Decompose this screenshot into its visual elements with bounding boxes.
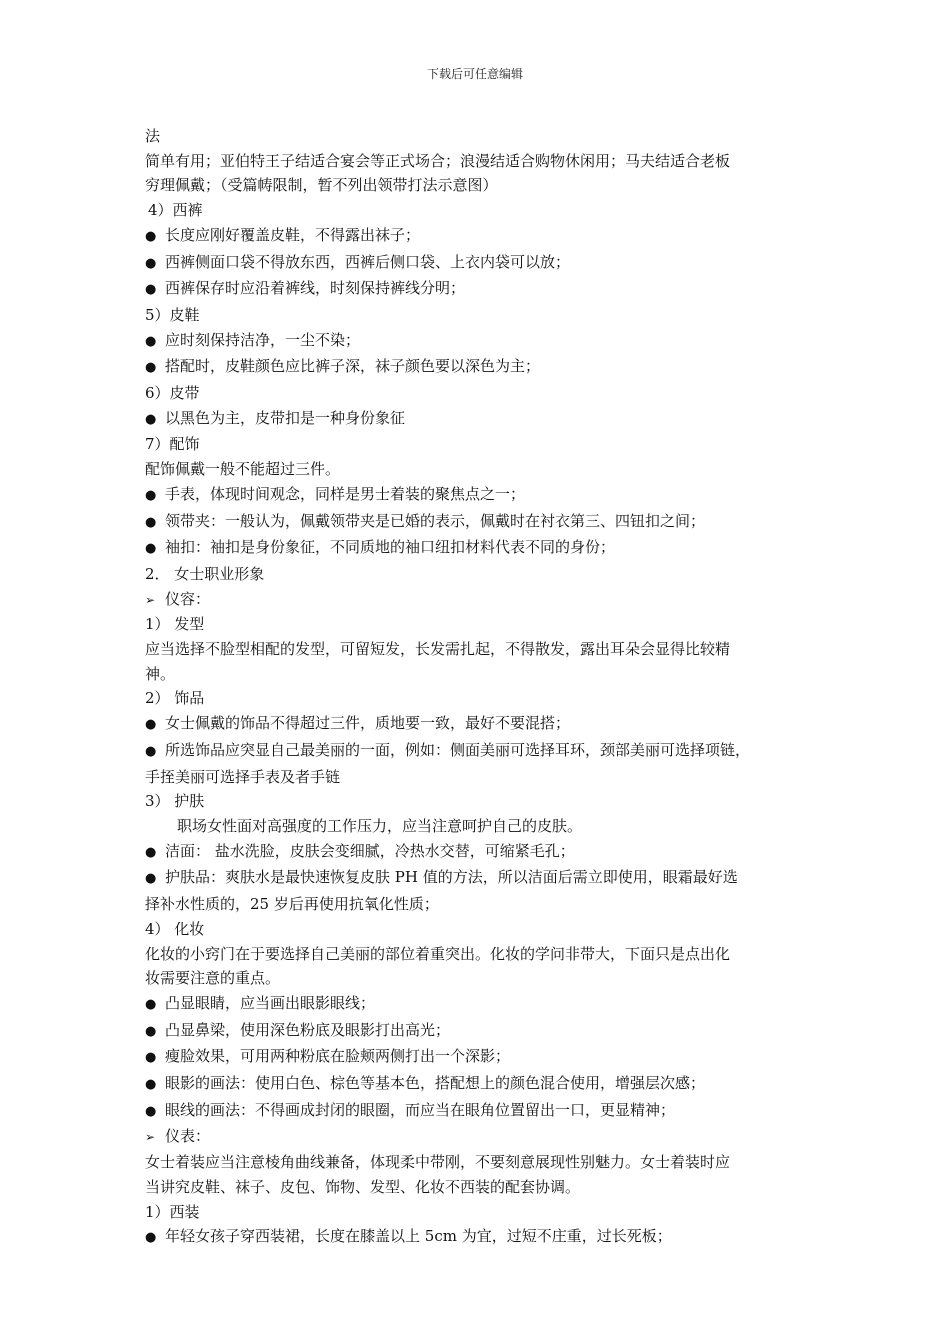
bullet-icon: ● [145,1230,157,1246]
text-line: 神。 [145,664,176,683]
list-item: ● 长度应刚好覆盖皮鞋，不得露出袜子； [145,223,813,250]
list-item: ● 西裤侧面口袋不得放东西，西裤后侧口袋、上衣内袋可以放； [145,250,813,277]
text-line: 择补水性质的，25 岁后再使用抗氧化性质； [145,895,439,914]
arrow-icon: ➢ [145,1130,156,1145]
bullet-icon: ● [145,717,157,733]
list-item: ● 凸显鼻梁，使用深色粉底及眼影打出高光； [145,1018,813,1045]
text-line: 穷理佩戴；（受篇帱限制，暂不列出领带打法示意图） [145,176,498,195]
list-item: ● 手表，体现时间观念，同样是男士着装的聚焦点之一； [145,482,813,509]
document-body [145,124,813,1251]
list-item: ● 女士佩戴的饰品不得超过三件，质地要一致，最好不要混搭； [145,711,813,738]
list-item: ● 领带夹：一般认为，佩戴领带夹是已婚的表示，佩戴时在衬衣第三、四钮扣之间； [145,509,813,536]
bullet-icon: ● [145,487,157,503]
section-heading: 2） 饰品 [145,689,205,708]
text-line: 当讲究皮鞋、袜子、皮包、饰物、发型、化妆不西装的配套协调。 [145,1177,581,1196]
section-heading: 4）西裤 [148,201,203,220]
list-item: ● 以黑色为主，皮带扣是一种身份象征 [145,406,813,433]
list-item: ● 年轻女孩子穿西装裙，长度在膝盖以上 5cm 为宜，过短不庄重，过长死板； [145,1224,813,1251]
text-line: 职场女性面对高强度的工作压力，应当注意呵护自己的皮肤。 [177,816,583,835]
bullet-icon: ● [145,541,157,557]
list-item: ● 瘦脸效果，可用两种粉底在脸颊两侧打出一个深影； [145,1044,813,1071]
list-item: ● 护肤品：爽肤水是最快速恢复皮肤 PH 值的方法，所以洁面后需立即使用，眼霜最好选 [145,865,813,892]
bullet-icon: ● [145,871,157,887]
list-item: ● 西裤保存时应沿着裤线，时刻保持裤线分明； [145,276,813,303]
bullet-icon: ● [145,844,157,860]
section-heading: 2． 女士职业形象 [145,564,265,583]
text-line: 女士着装应当注意棱角曲线兼备，体现柔中带刚，不要刻意展现性别魅力。女士着装时应 [145,1153,731,1172]
list-item: ● 搭配时，皮鞋颜色应比裤子深，袜子颜色要以深色为主； [145,354,813,381]
list-item: ● 眼线的画法：不得画成封闭的眼圈，而应当在眼角位置留出一口，更显精神； [145,1098,813,1125]
bullet-icon: ● [145,360,157,376]
list-item: ● 洁面： 盐水洗脸，皮肤会变细腻，冷热水交替，可缩紧毛孔； [145,839,813,866]
list-item: ● 凸显眼睛，应当画出眼影眼线； [145,991,813,1018]
text-line: 应当选择不脸型相配的发型，可留短发，长发需扎起，不得散发，露出耳朵会显得比较精 [145,640,731,659]
text-line: 配饰佩戴一般不能超过三件。 [145,460,341,479]
text-line: 化妆的小窍门在于要选择自己美丽的部位着重突出。化妆的学问非带大，下面只是点出化 [145,944,731,963]
section-heading: 5）皮鞋 [145,305,200,324]
list-item: ● 袖扣：袖扣是身份象征，不同质地的袖口纽扣材料代表不同的身份； [145,535,813,562]
section-heading: 6）皮带 [145,384,200,403]
text-line: 手挃美丽可选择手表及者手链 [145,767,341,786]
list-item: ● 应时刻保持洁净，一尘不染； [145,328,813,355]
arrow-item: ➢ 仪表： [145,1124,813,1150]
bullet-icon: ● [145,411,157,427]
bullet-icon: ● [145,514,157,530]
section-heading: 1） 发型 [145,615,205,634]
list-item: ● 眼影的画法：使用白色、棕色等基本色，搭配想上的颜色混合使用，增强层次感； [145,1071,813,1098]
section-heading: 1）西装 [145,1202,200,1221]
bullet-icon: ● [145,1103,157,1119]
bullet-icon: ● [145,333,157,349]
text-line: 妆需要注意的重点。 [145,969,281,988]
bullet-icon: ● [145,1077,157,1093]
arrow-item: ➢ 仪容： [145,587,813,613]
bullet-icon: ● [145,1050,157,1066]
page-header: 下载后可任意编辑 [426,67,523,81]
section-heading: 3） 护肤 [145,792,205,811]
section-heading: 4） 化妆 [145,919,205,938]
bullet-icon: ● [145,996,157,1012]
text-line: 简单有用；亚伯特王子结适合宴会等正式场合；浪漫结适合购物休闲用；马夫结适合老板 [145,151,731,170]
text-line: 法 [145,127,161,145]
bullet-icon: ● [145,282,157,298]
arrow-icon: ➢ [145,592,156,607]
section-heading: 7）配饰 [145,435,200,454]
bullet-icon: ● [145,1023,157,1039]
bullet-icon: ● [145,255,157,271]
list-item: ● 所选饰品应突显自己最美丽的一面，例如：侧面美丽可选择耳环，颈部美丽可选择项链， [145,738,813,765]
bullet-icon: ● [145,228,157,244]
bullet-icon: ● [145,743,157,759]
